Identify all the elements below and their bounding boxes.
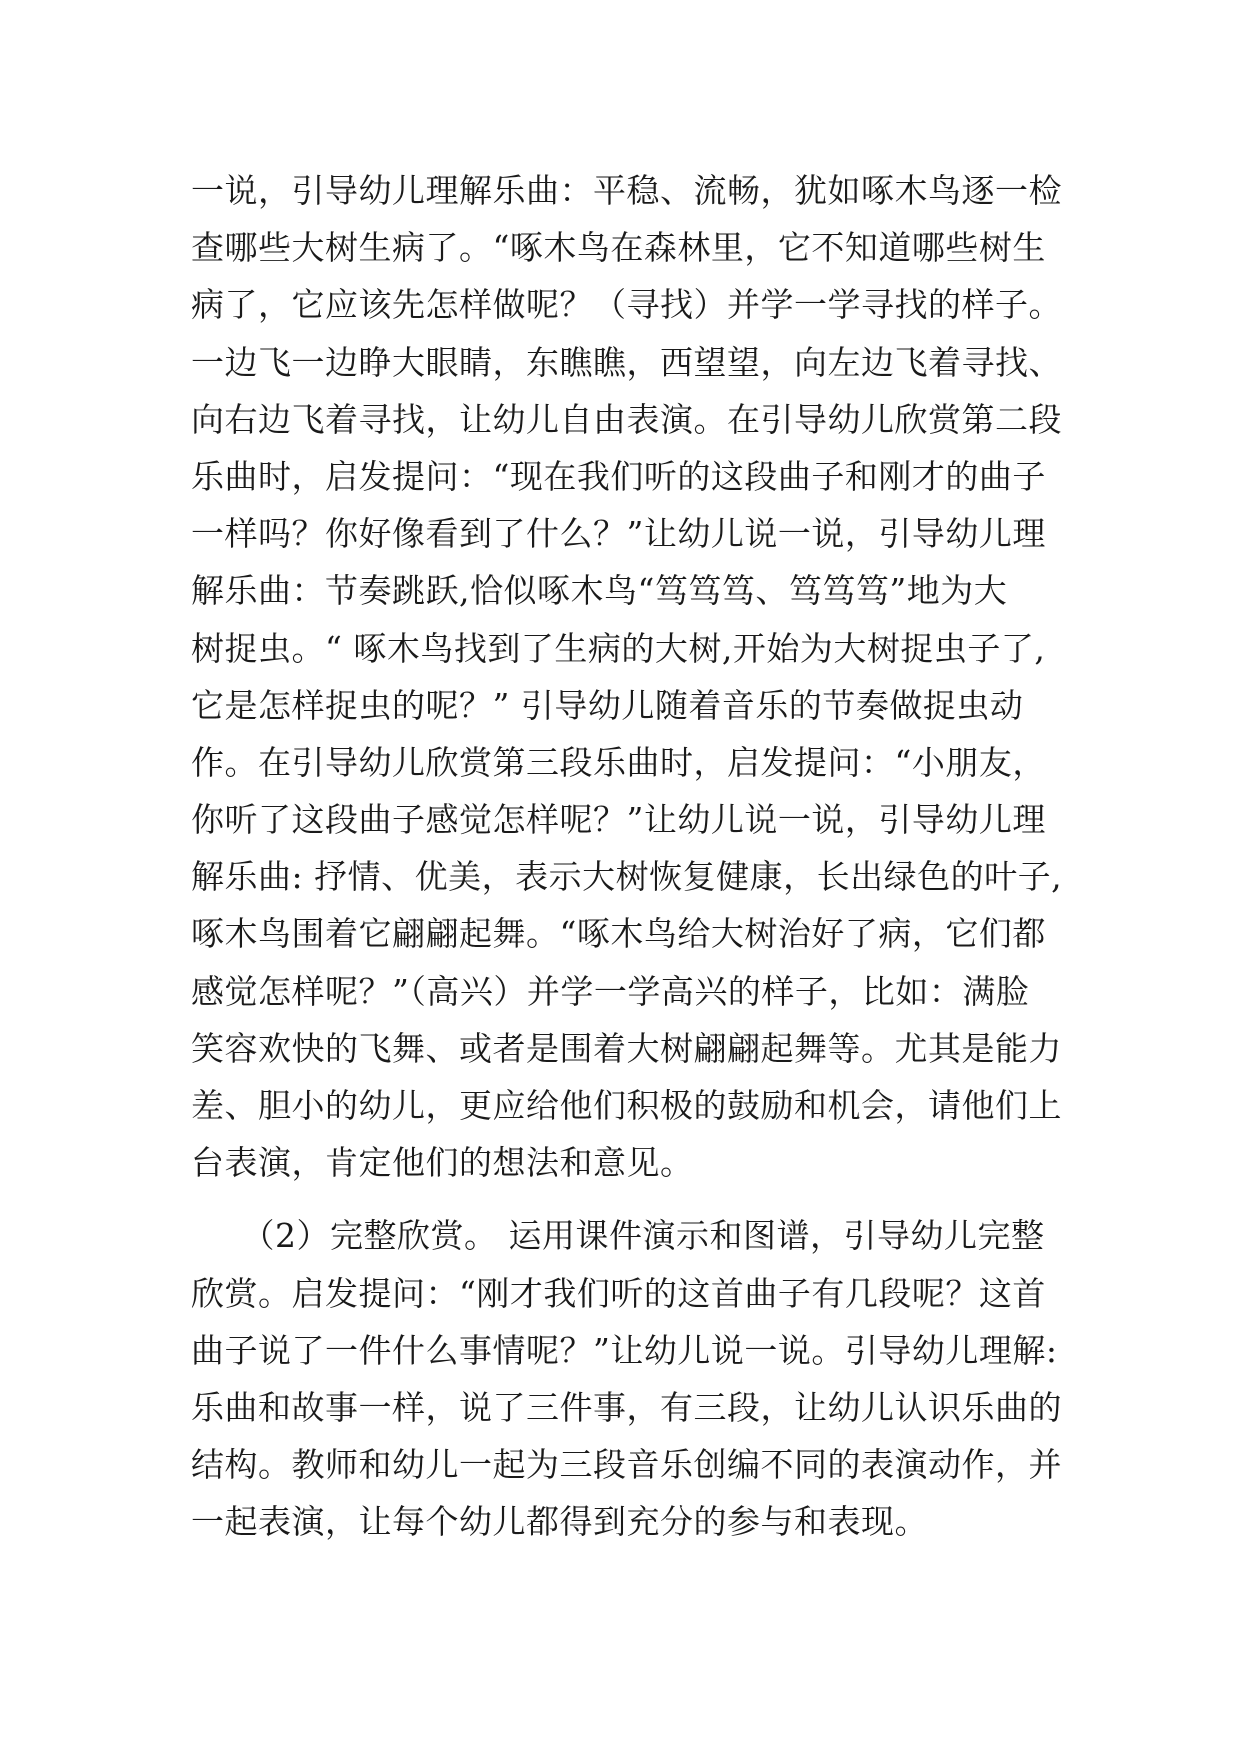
- text-line: 一说，引导幼儿理解乐曲：平稳、流畅，犹如啄木鸟逐一检: [191, 171, 1062, 210]
- body-text: [191, 162, 1071, 1551]
- text-line: 笑容欢快的飞舞、或者是围着大树翩翩起舞等。尤其是能力: [191, 1028, 1062, 1068]
- text-line: 台表演，肯定他们的想法和意见。: [191, 1143, 694, 1183]
- paragraph-2: [191, 1207, 1071, 1550]
- text-line: 它是怎样捉虫的呢？” 引导幼儿随着音乐的节奏做捉虫动: [191, 685, 1024, 725]
- text-line: 一样吗？你好像看到了什么？”让幼儿说一说，引导幼儿理: [191, 514, 1046, 554]
- text-line: 乐曲和故事一样，说了三件事，有三段，让幼儿认识乐曲的: [191, 1387, 1062, 1427]
- text-line: 差、胆小的幼儿，更应给他们积极的鼓励和机会，请他们上: [191, 1086, 1062, 1125]
- text-line: 一边飞一边睁大眼睛，东瞧瞧，西望望，向左边飞着寻找、: [191, 342, 1062, 382]
- paragraph-gap: [191, 1191, 1071, 1207]
- text-line: 树捉虫。“ 啄木鸟找到了生病的大树,开始为大树捉虫子了,: [191, 628, 1046, 668]
- text-line: 向右边飞着寻找，让幼儿自由表演。在引导幼儿欣赏第二段: [191, 399, 1062, 439]
- text-line: 曲子说了一件什么事情呢？”让幼儿说一说。引导幼儿理解:: [191, 1330, 1058, 1370]
- text-line: 结构。教师和幼儿一起为三段音乐创编不同的表演动作，并: [191, 1445, 1062, 1485]
- paragraph-1: [191, 162, 1071, 1191]
- text-line: 乐曲时，启发提问：“现在我们听的这段曲子和刚才的曲子: [191, 456, 1046, 496]
- text-line: 一起表演，让每个幼儿都得到充分的参与和表现。: [191, 1502, 928, 1542]
- text-line: 病了，它应该先怎样做呢？（寻找）并学一学寻找的样子。: [191, 285, 1062, 325]
- text-line: 你听了这段曲子感觉怎样呢？”让幼儿说一说，引导幼儿理: [191, 800, 1046, 840]
- text-line: （2）完整欣赏。 运用课件演示和图谱，引导幼儿完整: [191, 1216, 1045, 1256]
- text-line: 欣赏。启发提问：“刚才我们听的这首曲子有几段呢？这首: [191, 1273, 1046, 1313]
- text-line: 感觉怎样呢？”（高兴）并学一学高兴的样子，比如：满脸: [191, 971, 1030, 1011]
- text-line: 解乐曲: 抒情、优美，表示大树恢复健康，长出绿色的叶子,: [191, 857, 1063, 897]
- text-line: 作。在引导幼儿欣赏第三段乐曲时，启发提问：“小朋友，: [191, 742, 1046, 782]
- text-line: 解乐曲：节奏跳跃,恰似啄木鸟“笃笃笃、笃笃笃”地为大: [191, 571, 1008, 611]
- text-line: 查哪些大树生病了。“啄木鸟在森林里，它不知道哪些树生: [191, 228, 1046, 268]
- text-line: 啄木鸟围着它翩翩起舞。“啄木鸟给大树治好了病，它们都: [191, 914, 1046, 954]
